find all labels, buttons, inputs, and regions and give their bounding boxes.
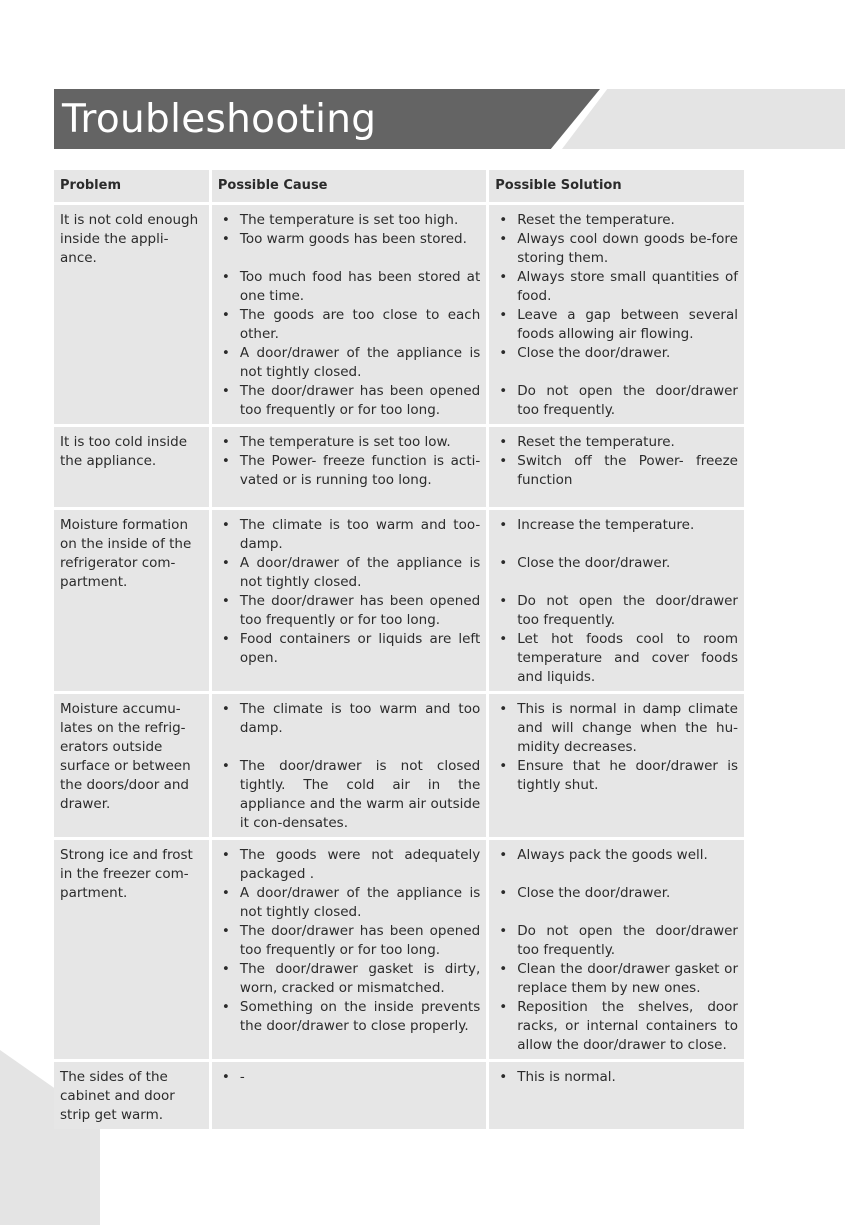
- table-row: [54, 510, 744, 691]
- solution-list: [495, 1068, 738, 1087]
- cause-item: • Food containers or liquids are left open.: [218, 630, 480, 668]
- solution-item: • Switch off the Power- freeze function: [495, 452, 738, 490]
- table-row: [54, 694, 744, 837]
- solution-item: • Close the door/drawer.: [495, 554, 738, 573]
- solution-item: • Do not open the door/drawer too frequently.: [495, 592, 738, 630]
- cause-item: • The door/drawer has been opened too frequently or for too long.: [218, 382, 480, 420]
- solution-item: • This is normal in damp climate and will change when the hu-midity decreases.: [495, 700, 738, 757]
- troubleshooting-table: [51, 167, 747, 1132]
- cause-cell: [212, 694, 486, 837]
- problem-cell: Moisture formation on the inside of the refrigerator com-partment.: [54, 510, 209, 691]
- problem-cell: Strong ice and frost in the freezer com-partment.: [54, 840, 209, 1059]
- cause-item: • The goods are too close to each other.: [218, 306, 480, 344]
- page-title: Troubleshooting: [62, 97, 377, 142]
- cause-item: • Something on the inside prevents the door/drawer to close properly.: [218, 998, 480, 1036]
- solution-list: [495, 433, 738, 490]
- cause-item: • The door/drawer has been opened too frequently or for too long.: [218, 592, 480, 630]
- solution-cell: [489, 840, 744, 1059]
- problem-cell: The sides of the cabinet and door strip get warm.: [54, 1062, 209, 1129]
- cause-item: • The door/drawer has been opened too frequently or for too long.: [218, 922, 480, 960]
- cause-list: [218, 516, 480, 668]
- table-row: [54, 840, 744, 1059]
- solution-item: • Leave a gap between several foods allowing air flowing.: [495, 306, 738, 344]
- header-possible-solution: Possible Solution: [489, 170, 744, 202]
- solution-item: • Let hot foods cool to room temperature and cover foods and liquids.: [495, 630, 738, 687]
- solution-item: • Reposition the shelves, door racks, or internal containers to allow the door/drawer to close.: [495, 998, 738, 1055]
- problem-cell: It is not cold enough inside the appli-ance.: [54, 205, 209, 424]
- title-banner-accent: [562, 89, 845, 149]
- cause-cell: [212, 840, 486, 1059]
- header-problem: Problem: [54, 170, 209, 202]
- cause-item: • The door/drawer is not closed tightly. The cold air in the appliance and the warm air outside it con-densates.: [218, 757, 480, 833]
- solution-cell: [489, 1062, 744, 1129]
- cause-item: • -: [218, 1068, 480, 1087]
- problem-cell: It is too cold inside the appliance.: [54, 427, 209, 507]
- table-row: [54, 1062, 744, 1129]
- cause-cell: [212, 510, 486, 691]
- solution-item: • Always store small quantities of food.: [495, 268, 738, 306]
- solution-cell: [489, 205, 744, 424]
- table-header-row: [54, 170, 744, 202]
- solution-item: • Do not open the door/drawer too frequently.: [495, 922, 738, 960]
- solution-cell: [489, 427, 744, 507]
- table-row: [54, 205, 744, 424]
- solution-item: • Close the door/drawer.: [495, 344, 738, 363]
- cause-item: • The temperature is set too high.: [218, 211, 480, 230]
- cause-list: [218, 700, 480, 833]
- solution-cell: [489, 694, 744, 837]
- solution-list: [495, 846, 738, 1055]
- solution-list: [495, 516, 738, 687]
- solution-item: • Reset the temperature.: [495, 211, 738, 230]
- table-row: [54, 427, 744, 507]
- solution-item: • Close the door/drawer.: [495, 884, 738, 903]
- solution-list: [495, 700, 738, 795]
- solution-item: • Ensure that he door/drawer is tightly shut.: [495, 757, 738, 795]
- solution-cell: [489, 510, 744, 691]
- cause-item: • Too warm goods has been stored.: [218, 230, 480, 249]
- cause-item: • The Power- freeze function is acti-vated or is running too long.: [218, 452, 480, 490]
- cause-item: • A door/drawer of the appliance is not tightly closed.: [218, 554, 480, 592]
- cause-item: • The climate is too warm and too damp.: [218, 700, 480, 738]
- cause-cell: [212, 427, 486, 507]
- cause-list: [218, 433, 480, 490]
- cause-cell: [212, 205, 486, 424]
- cause-item: • The temperature is set too low.: [218, 433, 480, 452]
- cause-item: • Too much food has been stored at one time.: [218, 268, 480, 306]
- solution-item: • This is normal.: [495, 1068, 738, 1087]
- cause-item: • The climate is too warm and too-damp.: [218, 516, 480, 554]
- solution-item: • Do not open the door/drawer too frequently.: [495, 382, 738, 420]
- solution-item: • Always cool down goods be-fore storing them.: [495, 230, 738, 268]
- solution-list: [495, 211, 738, 420]
- solution-item: • Clean the door/drawer gasket or replace them by new ones.: [495, 960, 738, 998]
- cause-cell: [212, 1062, 486, 1129]
- solution-item: • Reset the temperature.: [495, 433, 738, 452]
- solution-item: • Increase the temperature.: [495, 516, 738, 535]
- cause-list: [218, 211, 480, 420]
- header-possible-cause: Possible Cause: [212, 170, 486, 202]
- cause-item: • The goods were not adequately packaged .: [218, 846, 480, 884]
- cause-item: • A door/drawer of the appliance is not tightly closed.: [218, 884, 480, 922]
- cause-item: • The door/drawer gasket is dirty, worn, cracked or mismatched.: [218, 960, 480, 998]
- problem-cell: Moisture accumu-lates on the refrig-erators outside surface or between the doors/door and drawer.: [54, 694, 209, 837]
- solution-item: • Always pack the goods well.: [495, 846, 738, 865]
- cause-item: • A door/drawer of the appliance is not tightly closed.: [218, 344, 480, 382]
- cause-list: [218, 846, 480, 1036]
- cause-list: [218, 1068, 480, 1087]
